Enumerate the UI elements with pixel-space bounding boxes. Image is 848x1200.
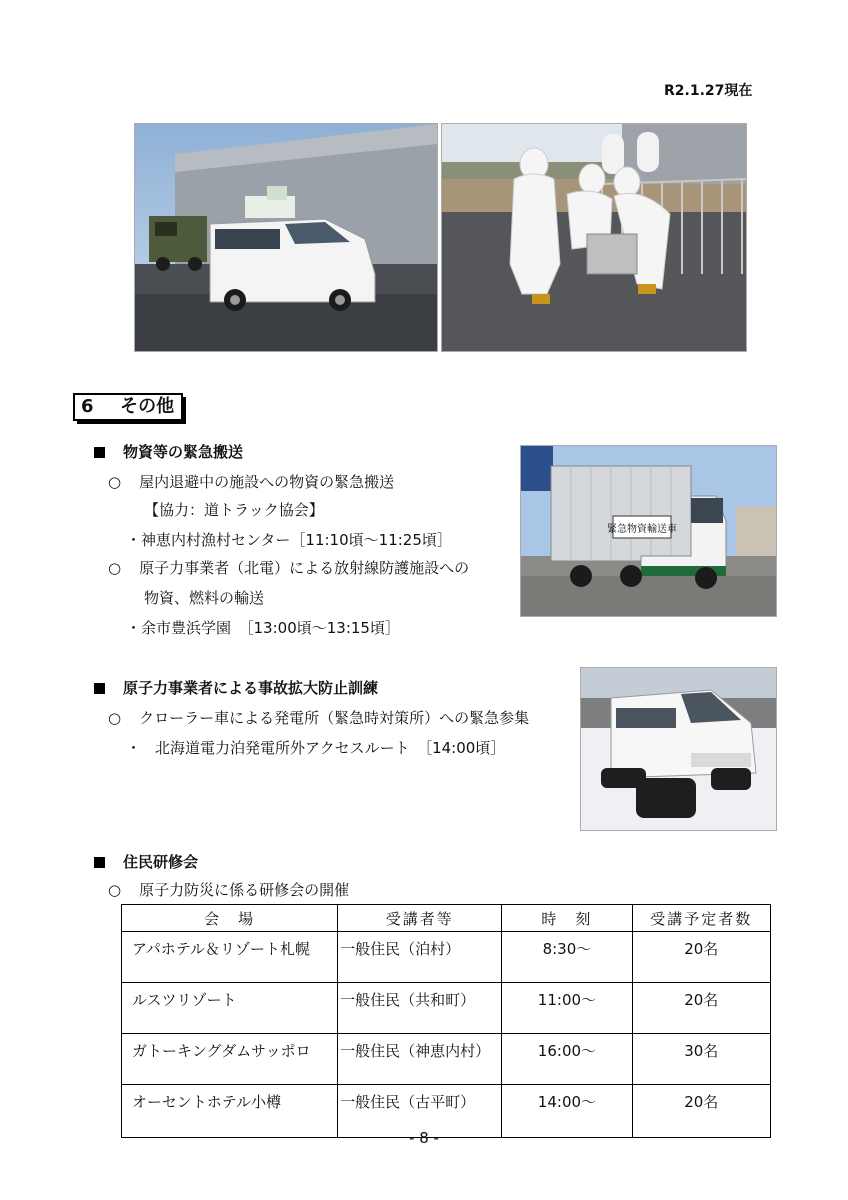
heading-resident-training: 住民研修会 [94,851,198,872]
photo-crawler-van [580,667,777,831]
col-header-expected-count: 受講予定者数 [632,905,771,932]
cell-participants: 一般住民（泊村） [338,932,502,983]
table-row [122,932,771,983]
cell-time: 16:00～ [502,1034,632,1085]
section-number: 6 [81,396,94,417]
cooperation-note: 【協力：道トラック協会】 [144,501,324,519]
heading-accident-prevention-drill: 原子力事業者による事故拡大防止訓練 [94,677,378,698]
cell-count: 20名 [632,983,771,1034]
page-number: - 8 - [409,1129,439,1147]
col-header-participants: 受講者等 [338,905,502,932]
cell-venue: アパホテル＆リゾート札幌 [122,932,338,983]
cell-participants: 一般住民（共和町） [338,983,502,1034]
sub-item-tomari-access-route: ・ 北海道電力泊発電所外アクセスルート ［14:00頃］ [126,739,506,757]
training-schedule-table [121,904,771,1138]
cell-time: 14:00～ [502,1085,632,1138]
photo-emergency-supply-truck [520,445,777,617]
section-header [73,393,183,421]
table-header-row [122,905,771,932]
sub-item-yoichi: ・余市豊浜学園 ［13:00頃～13:15頃］ [126,619,400,637]
item-training-session: ○ 原子力防災に係る研修会の開催 [108,881,350,899]
cell-participants: 一般住民（古平町） [338,1085,502,1138]
table-row [122,1034,771,1085]
item-nuclear-operator-transport: ○ 原子力事業者（北電）による放射線防護施設への [108,559,470,577]
sub-item-kamoenai-center: ・神恵内村漁村センター［11:10頃～11:25頃］ [126,531,452,549]
cell-count: 30名 [632,1034,771,1085]
cell-time: 11:00～ [502,983,632,1034]
col-header-time: 時 刻 [502,905,632,932]
cell-venue: ガトーキングダムサッポロ [122,1034,338,1085]
truck-sign-text: 緊急物資輸送車 [607,524,677,535]
section-title: その他 [120,396,175,417]
heading-emergency-transport: 物資等の緊急搬送 [94,441,243,462]
cell-count: 20名 [632,1085,771,1138]
cell-venue: ルスツリゾート [122,983,338,1034]
square-bullet-icon [94,683,105,694]
photo-monitoring-van [134,123,438,352]
cell-time: 8:30～ [502,932,632,983]
cell-count: 20名 [632,932,771,983]
item-crawler-vehicle: ○ クローラー車による発電所（緊急時対策所）への緊急参集 [108,709,530,727]
date-stamp: R2.1.27現在 [664,83,753,99]
col-header-venue: 会 場 [122,905,338,932]
table-row [122,983,771,1034]
square-bullet-icon [94,447,105,458]
cell-venue: オーセントホテル小樽 [122,1085,338,1138]
cell-participants: 一般住民（神恵内村） [338,1034,502,1085]
item-nuclear-operator-transport-cont: 物資、燃料の輸送 [144,589,265,607]
square-bullet-icon [94,857,105,868]
photo-protective-suit-workers [441,123,747,352]
item-indoor-shelter-supplies: ○ 屋内退避中の施設への物資の緊急搬送 [108,473,395,491]
